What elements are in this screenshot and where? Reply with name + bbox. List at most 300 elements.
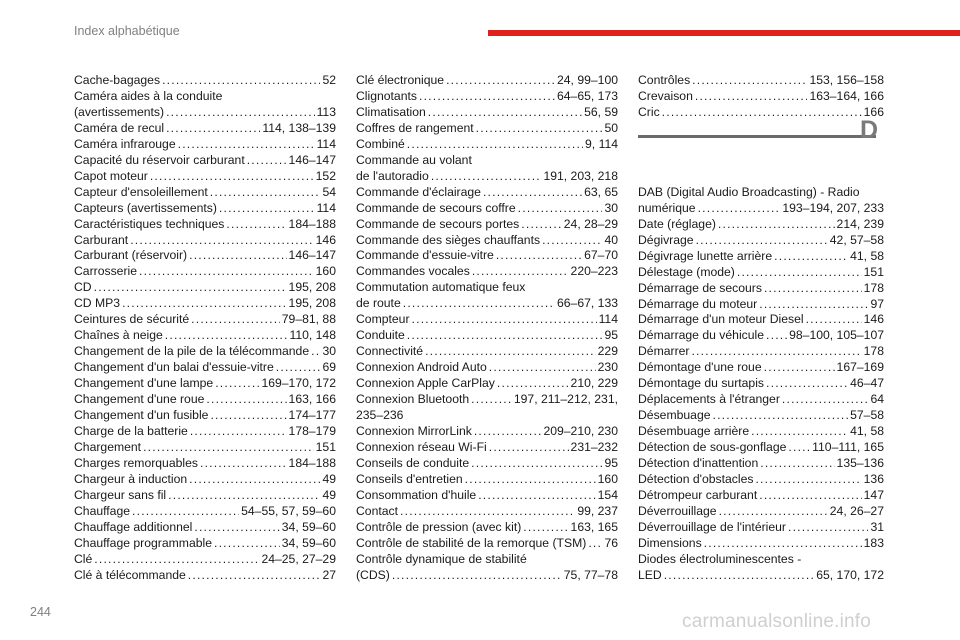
index-entry xyxy=(74,248,336,264)
dot-leader xyxy=(472,264,569,280)
entry-text: Compteur xyxy=(356,312,410,327)
header-accent-bar xyxy=(488,30,960,36)
dot-leader xyxy=(178,137,315,153)
entry-text: Connectivité xyxy=(356,344,424,359)
index-entry xyxy=(638,312,884,328)
index-entry xyxy=(356,121,618,137)
entry-pages: 30 xyxy=(604,200,618,215)
entry-text: Clignotants xyxy=(356,88,417,103)
index-entry xyxy=(356,201,618,217)
entry-pages: 230 xyxy=(597,360,618,375)
entry-pages: 98–100, 105–107 xyxy=(789,328,884,343)
entry-pages: 64 xyxy=(870,392,884,407)
entry-text: Carburant xyxy=(74,232,129,247)
dot-leader xyxy=(166,121,260,137)
dot-leader xyxy=(695,89,808,105)
entry-text: CD MP3 xyxy=(74,296,121,311)
dot-leader xyxy=(206,392,286,408)
dot-leader xyxy=(210,185,321,201)
dot-leader xyxy=(166,105,314,121)
entry-text: Détection de sous-gonflage xyxy=(638,440,787,455)
entry-text: Climatisation xyxy=(356,104,426,119)
index-column-3 xyxy=(638,73,884,584)
dot-leader xyxy=(431,169,542,185)
entry-pages: 110–111, 165 xyxy=(812,440,884,455)
entry-pages: 56, 59 xyxy=(584,104,618,119)
entry-pages: 151 xyxy=(863,264,884,279)
index-column-2 xyxy=(356,73,618,584)
entry-pages: 76 xyxy=(604,535,618,550)
index-entry xyxy=(356,264,618,280)
entry-text: DAB (Digital Audio Broadcasting) - Radio xyxy=(638,184,860,199)
entry-text: Capot moteur xyxy=(74,168,148,183)
index-entry xyxy=(356,376,618,392)
entry-text: de l'autoradio xyxy=(356,168,429,183)
index-entry xyxy=(356,552,618,568)
section-divider xyxy=(638,135,876,138)
dot-leader xyxy=(407,328,603,344)
entry-text: Démarrage d'un moteur Diesel xyxy=(638,312,804,327)
index-entry xyxy=(74,536,336,552)
entry-text: Commande de secours portes xyxy=(356,216,520,231)
entry-text: Clé à télécommande xyxy=(74,567,186,582)
dot-leader xyxy=(704,536,862,552)
dot-leader xyxy=(489,360,596,376)
dot-leader xyxy=(428,105,582,121)
entry-text: Caractéristiques techniques xyxy=(74,216,225,231)
entry-pages: 27 xyxy=(322,567,336,582)
index-entry xyxy=(638,233,884,249)
entry-pages: 146 xyxy=(315,232,336,247)
index-entry xyxy=(356,504,618,520)
index-entry xyxy=(638,536,884,552)
index-entry xyxy=(638,376,884,392)
entry-pages: 178–179 xyxy=(288,423,336,438)
dot-leader xyxy=(662,105,862,121)
dot-leader xyxy=(400,504,575,520)
entry-pages: 151 xyxy=(315,439,336,454)
dot-leader xyxy=(132,504,239,520)
dot-leader xyxy=(476,121,603,137)
index-entry xyxy=(74,568,336,584)
entry-pages: 54 xyxy=(322,184,336,199)
entry-text: Démarrage de secours xyxy=(638,280,762,295)
dot-leader xyxy=(94,280,287,296)
entry-text: (CDS) xyxy=(356,567,390,582)
dot-leader xyxy=(139,264,314,280)
dot-leader xyxy=(764,360,835,376)
entry-text: Changement d'une roue xyxy=(74,392,205,407)
dot-leader xyxy=(168,488,320,504)
index-entry xyxy=(356,424,618,440)
dot-leader xyxy=(419,89,555,105)
index-entry xyxy=(638,185,884,201)
entry-pages: 42, 57–58 xyxy=(829,232,884,247)
dot-leader xyxy=(474,424,542,440)
index-entry xyxy=(638,344,884,360)
entry-pages: 67–70 xyxy=(584,248,618,263)
entry-text: Désembuage xyxy=(638,408,711,423)
index-entry xyxy=(74,328,336,344)
entry-pages: 50 xyxy=(604,120,618,135)
entry-pages: 135–136 xyxy=(836,456,884,471)
index-entry xyxy=(638,265,884,281)
entry-pages: 95 xyxy=(604,455,618,470)
entry-text: Chauffage programmable xyxy=(74,535,212,550)
index-entry xyxy=(638,488,884,504)
index-entry xyxy=(638,504,884,520)
entry-pages: 184–188 xyxy=(288,455,336,470)
index-entry xyxy=(74,440,336,456)
index-entry xyxy=(356,153,618,169)
dot-leader xyxy=(713,408,849,424)
dot-leader xyxy=(94,552,259,568)
entry-text: Charges remorquables xyxy=(74,455,198,470)
entry-text: Caméra de recul xyxy=(74,120,165,135)
index-entry xyxy=(74,121,336,137)
dot-leader xyxy=(737,265,862,281)
entry-pages: 114 xyxy=(316,136,336,151)
dot-leader xyxy=(162,73,320,89)
dot-leader xyxy=(247,153,287,169)
index-entry xyxy=(356,344,618,360)
dot-leader xyxy=(764,281,862,297)
index-entry xyxy=(74,105,336,121)
entry-pages: 193–194, 207, 233 xyxy=(782,200,884,215)
entry-pages: 34, 59–60 xyxy=(281,535,336,550)
dot-leader xyxy=(189,472,320,488)
entry-text: Dimensions xyxy=(638,535,702,550)
index-entry xyxy=(356,392,618,408)
entry-text: Commande au volant xyxy=(356,152,472,167)
entry-text: Carburant (réservoir) xyxy=(74,248,188,263)
entry-pages: 146 xyxy=(863,312,884,327)
entry-text: Démarrage du véhicule xyxy=(638,328,765,343)
entry-pages: 64–65, 173 xyxy=(557,88,618,103)
entry-text: Changement d'un fusible xyxy=(74,408,209,423)
entry-pages: 231–232 xyxy=(570,439,618,454)
page-number: 244 xyxy=(30,605,51,619)
index-entry xyxy=(638,328,884,344)
index-entry xyxy=(74,488,336,504)
dot-leader xyxy=(191,312,280,328)
index-entry xyxy=(74,424,336,440)
entry-pages: 97 xyxy=(870,296,884,311)
index-entry xyxy=(356,520,618,536)
entry-text: Ceintures de sécurité xyxy=(74,312,190,327)
entry-pages: 220–223 xyxy=(570,264,618,279)
index-entry xyxy=(638,360,884,376)
dot-leader xyxy=(489,440,569,456)
entry-pages: 184–188 xyxy=(288,216,336,231)
entry-text: Détrompeur carburant xyxy=(638,487,758,502)
index-entry xyxy=(356,328,618,344)
entry-text: Consommation d'huile xyxy=(356,487,477,502)
index-entry xyxy=(74,217,336,233)
index-entry xyxy=(74,201,336,217)
dot-leader xyxy=(588,536,602,552)
entry-text: Contrôle de stabilité de la remorque (TSM) xyxy=(356,535,587,550)
entry-text: (avertissements) xyxy=(74,104,165,119)
entry-text: Capacité du réservoir carburant xyxy=(74,152,245,167)
dot-leader xyxy=(518,201,603,217)
entry-text: Déplacements à l'étranger xyxy=(638,392,780,407)
entry-text: Cache-bagages xyxy=(74,73,161,87)
entry-pages: 152 xyxy=(315,168,336,183)
entry-text: Capteur d'ensoleillement xyxy=(74,184,208,199)
entry-text: Coffres de rangement xyxy=(356,120,474,135)
entry-pages: 136 xyxy=(863,472,884,487)
index-entry xyxy=(74,169,336,185)
dot-leader xyxy=(755,472,861,488)
index-entry xyxy=(356,233,618,249)
entry-text: Clé xyxy=(74,551,93,566)
entry-pages: 166 xyxy=(863,104,884,119)
dot-leader xyxy=(311,344,320,360)
entry-text: Chargeur sans fil xyxy=(74,487,167,502)
entry-pages: 34, 59–60 xyxy=(281,519,336,534)
entry-pages: 183 xyxy=(863,535,884,550)
entry-text: Conseils d'entretien xyxy=(356,471,463,486)
index-entry xyxy=(356,296,618,312)
index-entry xyxy=(356,105,618,121)
index-entry xyxy=(638,297,884,313)
section-letter: D xyxy=(859,115,878,144)
index-entry xyxy=(638,89,884,105)
entry-pages: 66–67, 133 xyxy=(557,296,618,311)
section-header-d xyxy=(638,115,884,185)
entry-pages: 24–25, 27–29 xyxy=(261,551,336,566)
entry-text: Date (réglage) xyxy=(638,216,716,231)
index-entry xyxy=(638,520,884,536)
entry-text: CD xyxy=(74,280,92,295)
index-entry xyxy=(356,456,618,472)
index-list-c xyxy=(638,73,884,121)
entry-text: Caméra infrarouge xyxy=(74,136,176,151)
index-entry xyxy=(356,73,618,89)
index-entry xyxy=(74,520,336,536)
index-entry xyxy=(74,296,336,312)
dot-leader xyxy=(471,456,602,472)
entry-text: Dégivrage xyxy=(638,232,694,247)
dot-leader xyxy=(496,248,582,264)
dot-leader xyxy=(806,312,862,328)
entry-text: Diodes électroluminescentes - xyxy=(638,551,802,566)
dot-leader xyxy=(774,249,848,265)
entry-pages: 114, 138–139 xyxy=(262,120,336,135)
entry-text: Désembuage arrière xyxy=(638,424,750,439)
index-entry xyxy=(638,568,884,584)
index-entry xyxy=(74,472,336,488)
index-entry xyxy=(638,201,884,217)
entry-text: Contact xyxy=(356,503,399,518)
entry-text: Démontage du surtapis xyxy=(638,376,765,391)
dot-leader xyxy=(143,440,314,456)
entry-text: Dégivrage lunette arrière xyxy=(638,248,773,263)
entry-pages: 41, 58 xyxy=(850,424,884,439)
index-list-d xyxy=(638,185,884,584)
index-entry xyxy=(74,137,336,153)
dot-leader xyxy=(664,568,815,584)
index-entry xyxy=(74,89,336,105)
index-entry xyxy=(74,73,336,89)
index-entry xyxy=(356,312,618,328)
index-entry xyxy=(356,536,618,552)
entry-pages: 153, 156–158 xyxy=(809,73,884,87)
dot-leader xyxy=(759,297,868,313)
entry-pages: 195, 208 xyxy=(288,296,336,311)
entry-text: Commandes vocales xyxy=(356,264,470,279)
dot-leader xyxy=(407,137,583,153)
entry-pages: 69 xyxy=(322,360,336,375)
entry-text: Contrôles xyxy=(638,73,691,87)
entry-text: Charge de la batterie xyxy=(74,423,188,438)
index-entry xyxy=(74,312,336,328)
dot-leader xyxy=(471,392,512,408)
entry-pages: 24, 99–100 xyxy=(557,73,618,87)
dot-leader xyxy=(219,201,315,217)
index-entry xyxy=(356,217,618,233)
index-entry xyxy=(74,280,336,296)
entry-text: Commande d'éclairage xyxy=(356,184,481,199)
dot-leader xyxy=(542,233,602,249)
entry-text: Démarrage du moteur xyxy=(638,296,758,311)
index-entry xyxy=(638,281,884,297)
dot-leader xyxy=(190,424,287,440)
entry-pages: 41, 58 xyxy=(850,248,884,263)
index-entry xyxy=(356,408,618,424)
entry-text: Connexion MirrorLink xyxy=(356,423,472,438)
index-column-1 xyxy=(74,73,336,584)
entry-pages: 99, 237 xyxy=(577,503,618,518)
index-entry xyxy=(356,472,618,488)
entry-text: Combiné xyxy=(356,136,405,151)
index-entry xyxy=(638,73,884,89)
dot-leader xyxy=(425,344,596,360)
index-entry xyxy=(356,360,618,376)
entry-text: Commande d'essuie-vitre xyxy=(356,248,494,263)
entry-pages: 114 xyxy=(316,200,336,215)
entry-pages: 75, 77–78 xyxy=(563,567,618,582)
entry-text: Conduite xyxy=(356,328,405,343)
entry-text: Connexion Apple CarPlay xyxy=(356,376,495,391)
index-entry xyxy=(74,392,336,408)
entry-text: Déverrouillage de l'intérieur xyxy=(638,519,786,534)
entry-text: Carrosserie xyxy=(74,264,137,279)
entry-text: Détection d'obstacles xyxy=(638,472,754,487)
entry-text: Contrôle dynamique de stabilité xyxy=(356,551,527,566)
entry-pages: 49 xyxy=(322,487,336,502)
entry-pages: 113 xyxy=(316,104,336,119)
index-entry xyxy=(74,344,336,360)
dot-leader xyxy=(523,520,568,536)
entry-text: Démontage d'une roue xyxy=(638,360,762,375)
dot-leader xyxy=(497,376,569,392)
entry-pages: 163–164, 166 xyxy=(809,88,884,103)
entry-text: Chaînes à neige xyxy=(74,328,163,343)
index-entry xyxy=(74,376,336,392)
entry-text: Connexion Android Auto xyxy=(356,360,487,375)
entry-pages: 163, 166 xyxy=(288,392,336,407)
entry-pages: 169–170, 172 xyxy=(261,376,336,391)
index-entry xyxy=(638,217,884,233)
dot-leader xyxy=(719,504,828,520)
dot-leader xyxy=(226,217,286,233)
index-entry xyxy=(74,185,336,201)
entry-text: Changement de la pile de la télécommande xyxy=(74,344,310,359)
dot-leader xyxy=(165,328,288,344)
index-entry xyxy=(356,568,618,584)
entry-pages: 52 xyxy=(322,73,336,87)
entry-text: Capteurs (avertissements) xyxy=(74,200,217,215)
dot-leader xyxy=(210,408,286,424)
entry-pages: 40 xyxy=(604,232,618,247)
dot-leader xyxy=(122,296,286,312)
entry-text: Clé électronique xyxy=(356,73,445,87)
entry-pages: 65, 170, 172 xyxy=(816,567,884,582)
dot-leader xyxy=(150,169,314,185)
header-title: Index alphabétique xyxy=(74,24,180,38)
dot-leader xyxy=(696,233,828,249)
entry-pages: 54–55, 57, 59–60 xyxy=(241,503,336,518)
entry-pages: 31 xyxy=(870,519,884,534)
entry-pages: 195, 208 xyxy=(288,280,336,295)
index-entry xyxy=(356,185,618,201)
index-entry xyxy=(74,552,336,568)
entry-pages: 167–169 xyxy=(836,360,884,375)
entry-pages: 160 xyxy=(315,264,336,279)
watermark: carmanualsonline.info xyxy=(682,611,872,632)
entry-pages: 63, 65 xyxy=(584,184,618,199)
entry-text: Crevaison xyxy=(638,88,693,103)
entry-pages: 46–47 xyxy=(850,376,884,391)
entry-text: Démarrer xyxy=(638,344,690,359)
entry-pages: 114 xyxy=(598,312,618,327)
entry-text: Déverrouillage xyxy=(638,503,717,518)
entry-text: Chargeur à induction xyxy=(74,471,188,486)
index-entry xyxy=(638,424,884,440)
entry-text: 235–236 xyxy=(356,408,404,423)
dot-leader xyxy=(718,217,835,233)
dot-leader xyxy=(276,360,321,376)
entry-text: Conseils de conduite xyxy=(356,455,470,470)
entry-pages: 163, 165 xyxy=(570,519,618,534)
entry-pages: 30 xyxy=(322,344,336,359)
entry-pages: 24, 28–29 xyxy=(563,216,618,231)
index-entry xyxy=(74,408,336,424)
entry-pages: 146–147 xyxy=(288,248,336,263)
entry-pages: 174–177 xyxy=(288,408,336,423)
dot-leader xyxy=(766,328,787,344)
entry-pages: 147 xyxy=(863,487,884,502)
index-entry xyxy=(74,360,336,376)
entry-text: Commande de secours coffre xyxy=(356,200,516,215)
dot-leader xyxy=(483,185,582,201)
index-entry xyxy=(638,105,884,121)
dot-leader xyxy=(200,456,287,472)
index-entry xyxy=(74,233,336,249)
index-entry xyxy=(638,456,884,472)
entry-pages: 214, 239 xyxy=(836,216,884,231)
dot-leader xyxy=(403,296,555,312)
entry-text: LED xyxy=(638,567,662,582)
entry-text: Chauffage xyxy=(74,503,131,518)
entry-text: de route xyxy=(356,296,401,311)
entry-text: Changement d'une lampe xyxy=(74,376,214,391)
entry-pages: 49 xyxy=(322,471,336,486)
entry-pages: 57–58 xyxy=(850,408,884,423)
index-entry xyxy=(356,440,618,456)
